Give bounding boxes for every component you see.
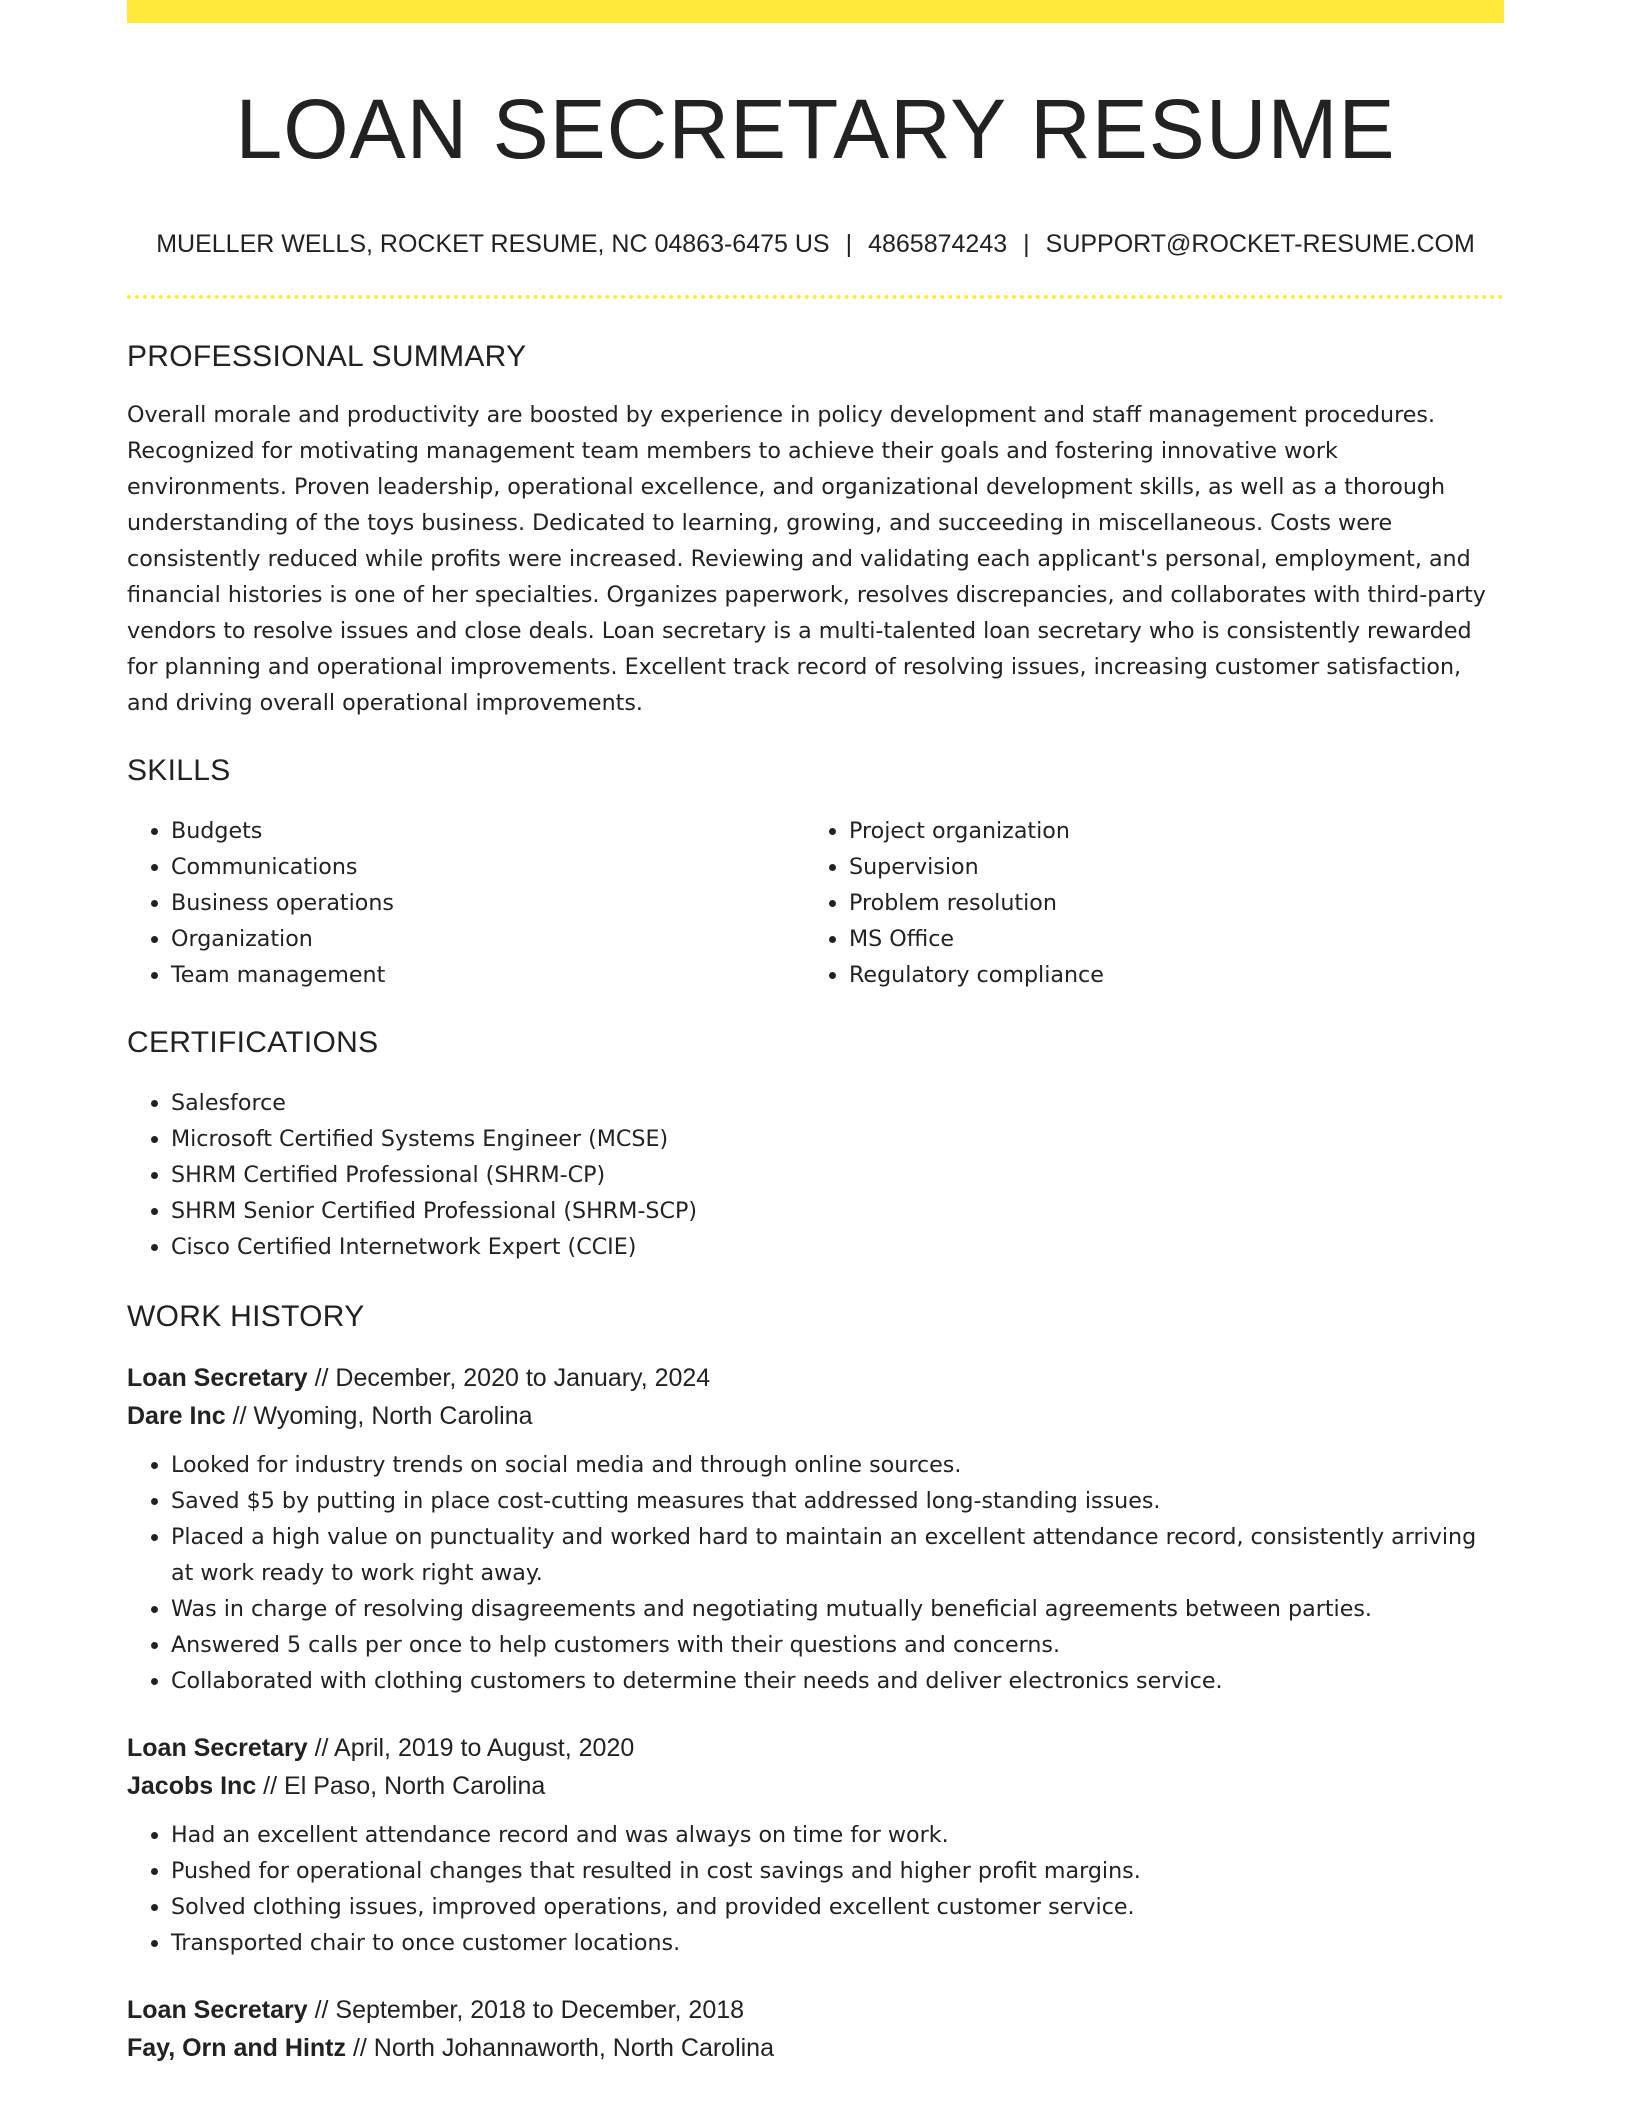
contact-separator: | <box>845 230 853 258</box>
contact-email[interactable]: SUPPORT@ROCKET-RESUME.COM <box>1045 230 1475 258</box>
job-title-line <box>127 1729 1504 1767</box>
skills-left-list <box>127 813 805 993</box>
skill-item: • Problem resolution <box>849 885 1483 921</box>
summary-text: Overall morale and productivity are boosted by experience in policy development and staff management procedures. Recognized for motivating management team members to achieve their goals and fostering innovative work environments. Proven leadership, operational excellence, and organizational development skills, as well as a thorough understanding of the toys business. Dedicated to learning, growing, and succeeding in miscellaneous. Costs were consistently reduced while profits were increased. Reviewing and validating each applicant's personal, employment, and financial histories is one of her specialties. Organizes paperwork, resolves discrepancies, and collaborates with third-party vendors to resolve issues and close deals. Loan secretary is a multi-talented loan secretary who is consistently rewarded for planning and operational improvements. Excellent track record of resolving issues, increasing customer satisfaction, and driving overall operational improvements. <box>127 402 1486 716</box>
job-bullet: • Collaborated with clothing customers to determine their needs and deliver electronics service. <box>171 1663 1504 1699</box>
summary-heading: PROFESSIONAL SUMMARY <box>127 340 527 373</box>
job-company-line <box>127 1397 1504 1435</box>
job-company: Fay, Orn and Hintz <box>127 2034 346 2062</box>
accent-top-bar <box>127 0 1504 23</box>
job-dates: // December, 2020 to January, 2024 <box>307 1364 711 1392</box>
work-history-heading: WORK HISTORY <box>127 1300 365 1333</box>
certification-item: • Cisco Certified Internetwork Expert (CCIE) <box>171 1229 1504 1265</box>
job-bullet: • Saved $5 by putting in place cost-cutting measures that addressed long-standing issues. <box>171 1483 1504 1519</box>
certification-item: • Microsoft Certified Systems Engineer (MCSE) <box>171 1121 1504 1157</box>
job-bullet: • Was in charge of resolving disagreements and negotiating mutually beneficial agreements between parties. <box>171 1591 1504 1627</box>
skill-item: • MS Office <box>849 921 1483 957</box>
certification-item: • Salesforce <box>171 1085 1504 1121</box>
job-entry <box>127 1991 1504 2067</box>
job-entry <box>127 1359 1504 1699</box>
contact-address: MUELLER WELLS, ROCKET RESUME, NC 04863-6475 US <box>156 230 830 258</box>
skills-heading: SKILLS <box>127 754 231 787</box>
job-title: Loan Secretary <box>127 1996 308 2024</box>
job-company-line <box>127 2029 1504 2067</box>
job-title-line <box>127 1359 1504 1397</box>
job-bullet: • Answered 5 calls per once to help customers with their questions and concerns. <box>171 1627 1504 1663</box>
skills-columns <box>127 813 1504 993</box>
job-title: Loan Secretary <box>127 1364 308 1392</box>
job-bullet: • Pushed for operational changes that resulted in cost savings and higher profit margins. <box>171 1853 1504 1889</box>
job-bullet: • Transported chair to once customer locations. <box>171 1925 1504 1961</box>
job-location: // Wyoming, North Carolina <box>225 1402 533 1430</box>
job-bullet: • Looked for industry trends on social media and through online sources. <box>171 1447 1504 1483</box>
skill-item: • Team management <box>171 957 805 993</box>
job-bullets <box>127 1447 1504 1699</box>
contact-phone[interactable]: 4865874243 <box>868 230 1008 258</box>
job-bullet: • Placed a high value on punctuality and worked hard to maintain an excellent attendance record, consistently arriving at work ready to work right away. <box>171 1519 1504 1591</box>
job-entry <box>127 1729 1504 1961</box>
skill-item: • Communications <box>171 849 805 885</box>
skill-item: • Supervision <box>849 849 1483 885</box>
contact-separator: | <box>1023 230 1030 258</box>
skills-right-list <box>805 813 1483 993</box>
job-bullets <box>127 1817 1504 1961</box>
job-bullet: • Had an excellent attendance record and was always on time for work. <box>171 1817 1504 1853</box>
job-location: // North Johannaworth, North Carolina <box>346 2034 774 2062</box>
job-company: Jacobs Inc <box>127 1772 257 1800</box>
skill-item: • Organization <box>171 921 805 957</box>
certifications-heading: CERTIFICATIONS <box>127 1026 379 1059</box>
dotted-divider <box>127 295 1504 299</box>
skill-item: • Regulatory compliance <box>849 957 1483 993</box>
certification-item: • SHRM Senior Certified Professional (SHRM-SCP) <box>171 1193 1504 1229</box>
page-title: LOAN SECRETARY RESUME <box>235 82 1396 176</box>
job-title-line <box>127 1991 1504 2029</box>
job-bullet: • Solved clothing issues, improved operations, and provided excellent customer service. <box>171 1889 1504 1925</box>
skill-item: • Budgets <box>171 813 805 849</box>
contact-line <box>127 229 1504 259</box>
certifications-list <box>127 1085 1504 1265</box>
job-company-line <box>127 1767 1504 1805</box>
job-dates: // April, 2019 to August, 2020 <box>307 1734 635 1762</box>
certification-item: • SHRM Certified Professional (SHRM-CP) <box>171 1157 1504 1193</box>
job-location: // El Paso, North Carolina <box>256 1772 546 1800</box>
resume-page <box>127 0 1504 2067</box>
job-company: Dare Inc <box>127 1402 226 1430</box>
skill-item: • Business operations <box>171 885 805 921</box>
job-dates: // September, 2018 to December, 2018 <box>307 1996 745 2024</box>
skill-item: • Project organization <box>849 813 1483 849</box>
job-title: Loan Secretary <box>127 1734 308 1762</box>
